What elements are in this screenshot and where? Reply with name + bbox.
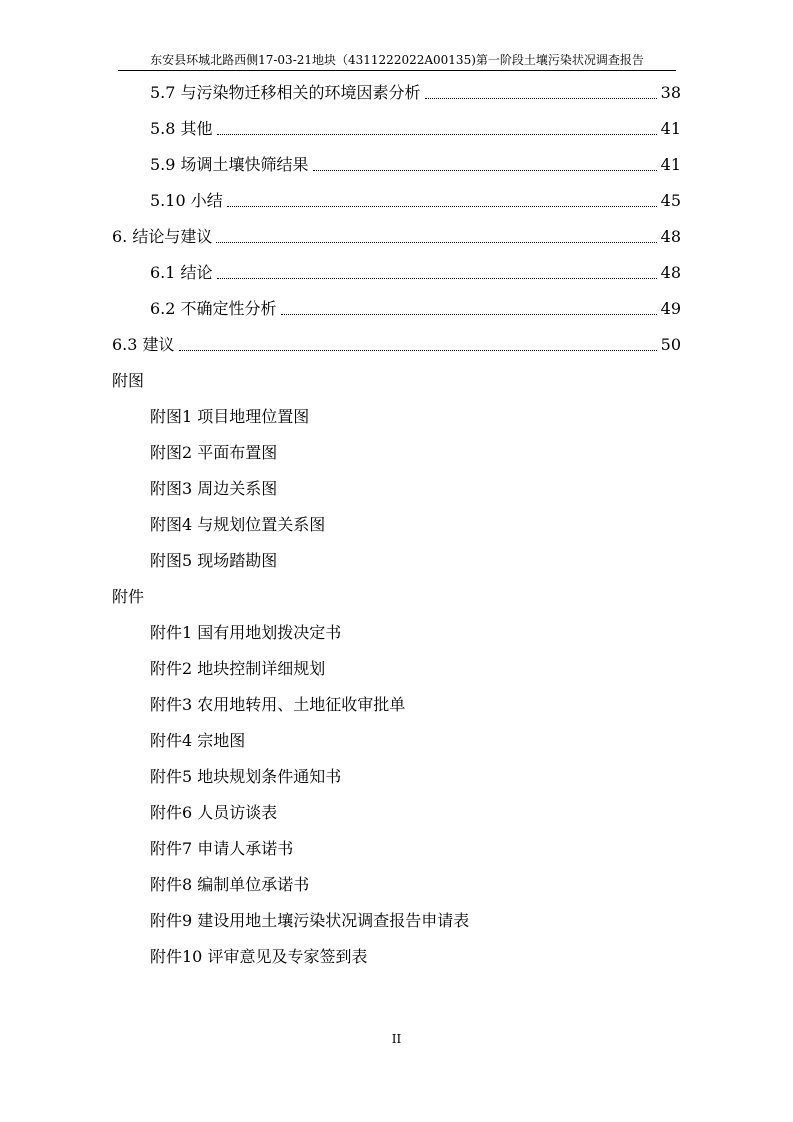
- toc-entry[interactable]: [150, 292, 681, 320]
- toc-entry-label: 6.2 不确定性分析: [150, 299, 277, 318]
- attachment-item[interactable]: 附件1 国有用地划拨决定书: [150, 623, 342, 642]
- attachment-item[interactable]: 附件9 建设用地土壤污染状况调查报告申请表: [150, 911, 470, 930]
- toc-entry-label: 5.9 场调土壤快筛结果: [150, 155, 309, 174]
- toc-entry-page: 50: [660, 335, 681, 354]
- figure-item[interactable]: 附图5 现场踏勘图: [150, 551, 278, 570]
- toc-leader-dots: [216, 242, 656, 243]
- toc-entry[interactable]: [150, 76, 681, 104]
- toc-entry-label: 5.10 小结: [150, 191, 223, 210]
- toc-leader-dots: [281, 314, 657, 315]
- toc-entry[interactable]: [150, 148, 681, 176]
- toc-leader-dots: [227, 206, 657, 207]
- toc-entry-page: 41: [660, 155, 681, 174]
- toc-leader-dots: [425, 98, 657, 99]
- toc-entry-label: 6.1 结论: [150, 263, 213, 282]
- toc-entry-page: 48: [660, 227, 681, 246]
- toc-entry-page: 41: [660, 119, 681, 138]
- figure-item[interactable]: 附图4 与规划位置关系图: [150, 515, 326, 534]
- attachment-item[interactable]: 附件7 申请人承诺书: [150, 839, 294, 858]
- toc-entry[interactable]: [150, 112, 681, 140]
- toc-entry[interactable]: [150, 184, 681, 212]
- attachment-item[interactable]: 附件10 评审意见及专家签到表: [150, 947, 368, 966]
- toc-entry-label: 6. 结论与建议: [112, 227, 213, 246]
- toc-leader-dots: [313, 170, 657, 171]
- figure-item[interactable]: 附图1 项目地理位置图: [150, 407, 310, 426]
- toc-entry[interactable]: [112, 328, 681, 356]
- figures-heading: 附图: [112, 371, 145, 390]
- toc-entry-label: 5.8 其他: [150, 119, 213, 138]
- toc-entry-label: 5.7 与污染物迁移相关的环境因素分析: [150, 83, 421, 102]
- header-rule: [118, 70, 676, 71]
- attachment-item[interactable]: 附件5 地块规划条件通知书: [150, 767, 342, 786]
- toc-entry-label: 6.3 建议: [112, 335, 175, 354]
- page-number: II: [391, 1032, 402, 1046]
- toc-entry-page: 48: [660, 263, 681, 282]
- toc-entry-page: 49: [660, 299, 681, 318]
- attachments-heading: 附件: [112, 587, 145, 606]
- toc-leader-dots: [179, 350, 657, 351]
- attachment-item[interactable]: 附件8 编制单位承诺书: [150, 875, 310, 894]
- attachment-item[interactable]: 附件4 宗地图: [150, 731, 246, 750]
- figure-item[interactable]: 附图3 周边关系图: [150, 479, 278, 498]
- toc-entry-page: 45: [660, 191, 681, 210]
- toc-entry[interactable]: [112, 220, 681, 248]
- attachment-item[interactable]: 附件6 人员访谈表: [150, 803, 278, 822]
- toc-leader-dots: [217, 278, 657, 279]
- attachment-item[interactable]: 附件2 地块控制详细规划: [150, 659, 326, 678]
- figure-item[interactable]: 附图2 平面布置图: [150, 443, 278, 462]
- page-header: 东安县环城北路西侧17-03-21地块（4311222022A00135)第一阶段土壤污染状况调查报告: [150, 53, 644, 67]
- attachment-item[interactable]: 附件3 农用地转用、土地征收审批单: [150, 695, 406, 714]
- toc-leader-dots: [217, 134, 657, 135]
- toc-entry-page: 38: [660, 83, 681, 102]
- toc-entry[interactable]: [150, 256, 681, 284]
